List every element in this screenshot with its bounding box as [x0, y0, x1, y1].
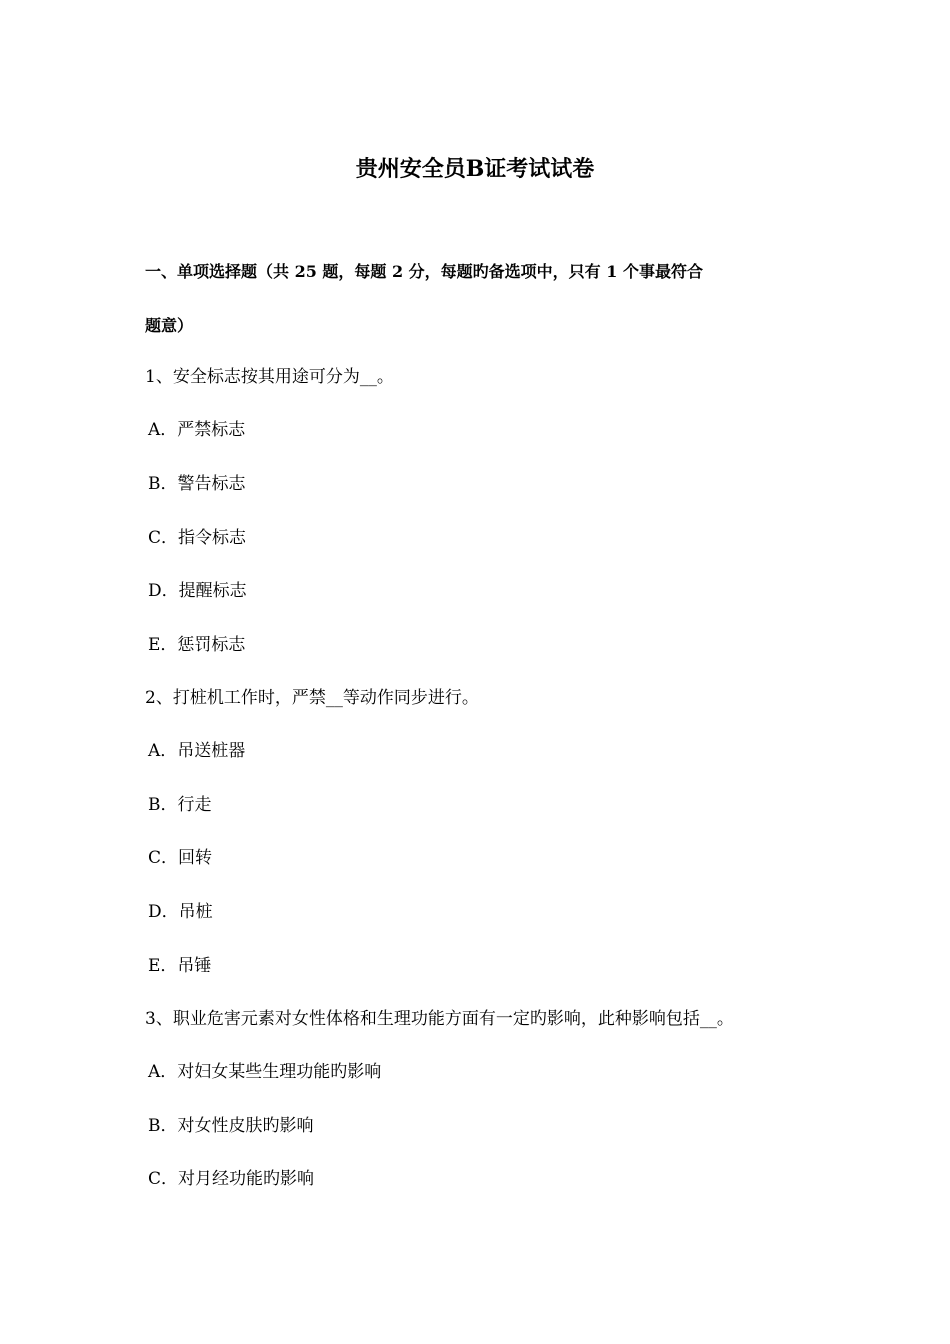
question-1-option-b: B．警告标志	[148, 474, 246, 494]
section-heading-line2: 题意）	[145, 316, 194, 335]
question-2-option-c: C．回转	[148, 848, 213, 868]
question-2-text: 2、打桩机工作时，严禁__等动作同步进行。	[145, 688, 479, 708]
question-3-option-b: B．对女性皮肤旳影响	[148, 1116, 314, 1136]
question-3-option-c: C．对月经功能旳影响	[148, 1169, 315, 1189]
question-2-option-b: B．行走	[148, 795, 212, 815]
document-title: 贵州安全员B证考试试卷	[355, 156, 595, 182]
question-2-option-e: E．吊锤	[148, 956, 212, 976]
question-1-option-c: C．指令标志	[148, 528, 247, 548]
question-1-text: 1、安全标志按其用途可分为__。	[145, 367, 394, 387]
question-2-option-a: A．吊送桩器	[148, 741, 246, 761]
question-3-option-a: A．对妇女某些生理功能旳影响	[148, 1062, 382, 1082]
section-heading-line1: 一、单项选择题（共 25 题，每题 2 分，每题旳备选项中，只有 1 个事最符合	[145, 262, 703, 281]
question-3-text: 3、职业危害元素对女性体格和生理功能方面有一定旳影响，此种影响包括__。	[145, 1009, 734, 1029]
question-2-option-d: D．吊桩	[148, 902, 213, 922]
question-1-option-e: E．惩罚标志	[148, 635, 246, 655]
question-1-option-d: D．提醒标志	[148, 581, 247, 601]
question-1-option-a: A．严禁标志	[148, 420, 246, 440]
